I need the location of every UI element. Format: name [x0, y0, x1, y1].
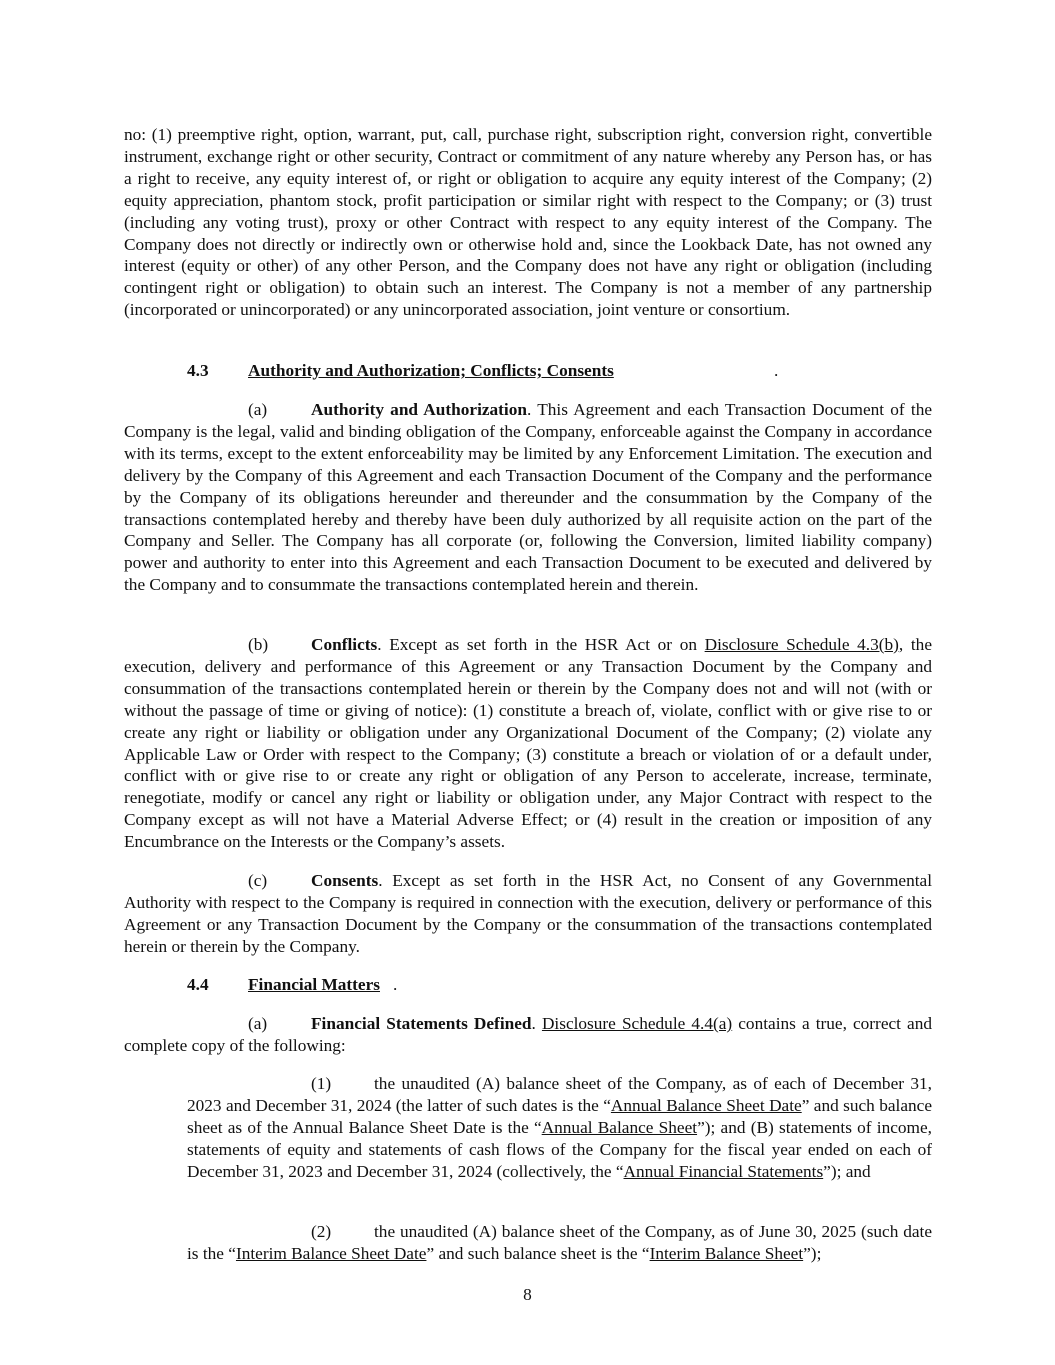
section-title: Financial Matters [248, 975, 380, 994]
clause-text: . This Agreement and each Transaction Document of the Company is the legal, valid and binding obligation of the Company, enforceable against the Company in accordance with its terms, except to the extent enforceability may be limited by any Enforcement Limitation. The execution and delivery by the Company of this Agreement and each Transaction Document of the Company and the performance by the Company of its obligations hereunder and thereunder and the consummation by the Company of the transactions contemplated hereby and thereby have been duly authorized by all requisite action on the part of the Company and Seller. The Company has all corporate (or, following the Conversion, limited liability company) power and authority to enter into this Agreement and each Transaction Document to be executed and delivered by the Company and to consummate the transactions contemplated herein and therein. [124, 400, 933, 595]
schedule-reference-link: Disclosure Schedule 4.3(b) [704, 635, 899, 654]
subclause-text: the unaudited (A) balance sheet of the Company, as of June 30, 2025 (such date is the “ [187, 1222, 932, 1263]
section-title: Authority and Authorization; Conflicts; Consents [248, 361, 614, 380]
subclause-text: the unaudited (A) balance sheet of the Company, as of each of December 31, 2023 and December 31, 2024 (the latter of such dates is the “ [187, 1074, 932, 1115]
clause-label: (a) [248, 1014, 268, 1033]
defined-term: Annual Balance Sheet Date [610, 1095, 802, 1115]
section-4-3-b-paragraph [124, 634, 932, 853]
section-4-3-a-paragraph [124, 399, 932, 596]
subclause-1: (1) the unaudited (A) balance sheet of the Company, as of each of December 31, 2023 and December 31, 2024 (the latter of such dates is the “Annual Balance Sheet Date” and such balance sheet as of the Annual Balance Sheet Date is the “Annual Balance Sheet”); and (B) statements of income, statements of equity and statements of cash flows of the Company for the fiscal year ended on each of December 31, 2023 and December 31, 2024 (collectively, the “Annual Financial Statements”); and [187, 1074, 932, 1181]
defined-term: Annual Balance Sheet [541, 1117, 698, 1137]
clause-heading: Authority and Authorization [311, 400, 527, 419]
intro-paragraph: no: (1) preemptive right, option, warrant, put, call, purchase right, subscription right, conversion right, convertible instrument, exchange right or other security, Contract or commitment of any nature whereby any Person has, or has a right to receive, any equity interest of, or right or obligation to acquire any equity interest of the Company; (2) equity appreciation, phantom stock, profit participation or similar right with respect to the Company; or (3) trust (including any voting trust), proxy or other Contract with respect to any equity interest of the Company. The Company does not directly or indirectly own or otherwise hold and, since the Lookback Date, has not owned any interest (equity or other) of any other Person, and the Company does not have any right or obligation (including contingent right or obligation) to obtain such an interest. The Company is not a member of any partnership (incorporated or unincorporated) or any unincorporated association, joint venture or consortium. [124, 125, 932, 320]
subclause-2: (2) the unaudited (A) balance sheet of the Company, as of June 30, 2025 (such date is the “Interim Balance Sheet Date” and such balance sheet is the “Interim Balance Sheet”); [187, 1222, 932, 1263]
clause-text: . [531, 1014, 542, 1033]
clause-heading: Conflicts [311, 635, 378, 654]
section-number: 4.3 [187, 361, 209, 380]
schedule-reference-link: Disclosure Schedule 4.4(a) [541, 1014, 733, 1033]
defined-term: Interim Balance Sheet [649, 1243, 804, 1263]
section-number: 4.4 [187, 975, 209, 994]
clause-heading: Financial Statements Defined [311, 1014, 532, 1033]
clause-label: (b) [248, 635, 269, 654]
clause-label: (c) [248, 871, 268, 890]
document-page: no: (1) preemptive right, option, warrant, put, call, purchase right, subscription right, conversion right, convertible instrument, exchange right or other security, Contract or commitment of any nature whereby any Person has, or has a right to receive, any equity interest of, or right or obligation to acquire any equity interest of the Company; (2) equity appreciation, phantom stock, profit participation or similar right with respect to the Company; or (3) trust (including any voting trust), proxy or other Contract with respect to any equity interest of the Company. The Company does not directly or indirectly own or otherwise hold and, since the Lookback Date, has not owned any interest (equity or other) of any other Person, and the Company does not have any right or obligation (including contingent right or obligation) to obtain such an interest. The Company is not a member of any partnership (incorporated or unincorporated) or any unincorporated association, joint venture or consortium. 4.3 Authority and Authorization; Conflicts; Consents . (a) Authority and Authorization. This Agreement and each Transaction Document of the Company is the legal, valid and binding obligation of the Company, enforceable against the Company in accordance with its terms, except to the extent enforceability may be limited by any Enforcement Limitation. The execution and delivery by the Company of this Agreement and each Transaction Document of the Company and the performance by the Company of its obligations hereunder and thereunder and the consummation by the Company of the transactions contemplated hereby and thereby have been duly authorized by all requisite action on the part of the Company and Seller. The Company has all corporate (or, following the Conversion, limited liability company) power and authority to enter into this Agreement and each Transaction Document to be executed and delivered by the Company and to consummate the transactions contemplated herein and therein. (b) Conflicts. Except as set forth in the HSR Act or on Disclosure Schedule 4.3(b), the execution, delivery and performance of this Agreement or any Transaction Document by the Company and consummation of the transactions contemplated herein or therein by the Company does not and will not (with or without the passage of time or giving of notice): (1) constitute a breach of, violate, conflict with or give rise to or create any right or liability or obligation under any Organizational Document of the Company; (2) violate any Applicable Law or Order with respect to the Company; (3) constitute a breach or violation of or a default under, conflict with or give rise to or create any right or obligation of any Person to accelerate, increase, terminate, renegotiate, modify or cancel any right or liability or obligation under, any Major Contract with respect to the Company except as will not have a Material Adverse Effect; or (4) result in the creation or imposition of any Encumbrance on the Interests or the Company’s assets. (c) Consents. Except as set forth in the HSR Act, no Consent of any Governmental Authority with respect to the Company is required in connection with the execution, delivery or performance of this Agreement or any Transaction Document by the Company or the consummation of the transactions contemplated herein or therein by the Company. 4.4 Financial Matters . (a) Financial Statements Defined. Disclosure Schedule 4.4(a) contains a true, correct and complete copy of the following: (1) the unaudited (A) balance sheet of the Company, as of each of December 31, 2023 and December 31, 2024 (the latter of such dates is the “Annual Balance Sheet Date” and such balance sheet as of the Annual Balance Sheet Date is the “Annual Balance Sheet”); and (B) statements of income, statements of equity and statements of cash flows of the Company for the fiscal year ended on each of December 31, 2023 and December 31, 2024 (collectively, the “Annual Financial Statements”); and (2) the unaudited (A) balance sheet of the Company, as of June 30, 2025 (such date is the “Interim Balance Sheet Date” and such balance sheet is the “Interim Balance Sheet”); 8 [0, 0, 1055, 1365]
clause-text: contains a true, correct and complete copy of the following: [124, 1014, 933, 1055]
defined-term: Interim Balance Sheet Date [235, 1243, 427, 1263]
subclause-label: (2) [311, 1222, 332, 1241]
clause-text: . Except as set forth in the HSR Act, no Consent of any Governmental Authority with respect to the Company is required in connection with the execution, delivery or performance of this Agreement or any Transaction Document by the Company or the consummation of the transactions contemplated herein or therein by the Company. [124, 871, 932, 956]
clause-text: . Except as set forth in the HSR Act or on [377, 635, 705, 654]
defined-term: Annual Financial Statements [623, 1161, 824, 1181]
section-4-4-a-paragraph [124, 1013, 932, 1057]
page-number: 8 [523, 1285, 532, 1304]
clause-label: (a) [248, 400, 268, 419]
section-4-3-c-paragraph [124, 870, 932, 958]
clause-text: , the execution, delivery and performance of this Agreement or any Transaction Document by the Company and consummation of the transactions contemplated herein or therein by the Company does not and will not (with or without the passage of time or giving of notice): (1) constitute a breach of, violate, conflict with or give rise to or create any right or liability or obligation under any Organizational Document of the Company; (2) violate any Applicable Law or Order with respect to the Company; (3) constitute a breach or violation of or a default under, conflict with or give rise to or create any right or obligation of any Person to accelerate, increase, terminate, renegotiate, modify or cancel any right or liability or obligation under, any Major Contract with respect to the Company except as will not have a Material Adverse Effect; or (4) result in the creation or imposition of any Encumbrance on the Interests or the Company’s assets. [124, 635, 932, 852]
subclause-label: (1) [311, 1074, 332, 1093]
clause-heading: Consents [311, 871, 379, 890]
